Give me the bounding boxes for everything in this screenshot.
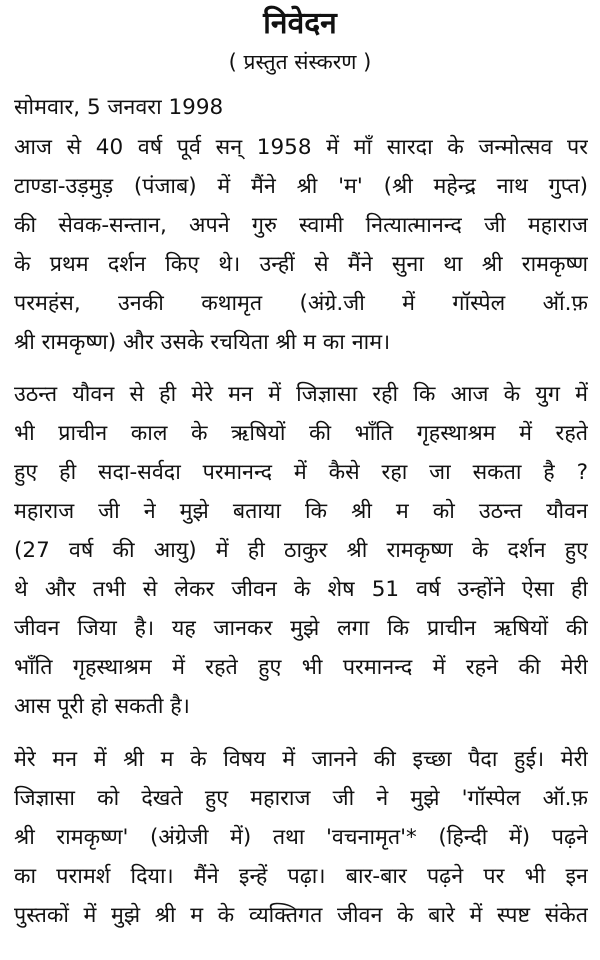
date-line: सोमवार, 5 जनवरा 1998 [14, 95, 224, 120]
document-subtitle: ( प्रस्तुत संस्करण ) [228, 50, 372, 74]
paragraph-line: टाण्डा-उड़मुड़ (पंजाब) में मैंने श्री 'म' (श्री महेन्द्र नाथ गुप्त) [14, 174, 588, 199]
paragraph-line: महाराज जी ने मुझे बताया कि श्री म को उठन्त यौवन [14, 499, 588, 524]
paragraph-line: हुए ही सदा-सर्वदा परमानन्द में कैसे रहा जा सकता है ? [14, 460, 588, 485]
paragraph-line: का परामर्श दिया। मैंने इन्हें पढ़ा। बार-बार पढ़ने पर भी इन [14, 864, 588, 889]
paragraph-line: भाँति गृहस्थाश्रम में रहते हुए भी परमानन्द में रहने की मेरी [14, 655, 588, 680]
document-title: निवेदन [263, 6, 337, 41]
paragraph-line: पुस्तकों में मुझे श्री म के व्यक्तिगत जीवन के बारे में स्पष्ट संकेत [14, 903, 588, 928]
paragraph-line: के प्रथम दर्शन किए थे। उन्हीं से मैंने सुना था श्री रामकृष्ण [14, 252, 588, 277]
paragraph-line: भी प्राचीन काल के ऋषियों की भाँति गृहस्थाश्रम में रहते [14, 421, 588, 446]
paragraph-line: जिज्ञासा को देखते हुए महाराज जी ने मुझे 'गॉस्पेल ऑ.फ़ [14, 786, 588, 811]
paragraph-line: परमहंस, उनकी कथामृत (अंग्रे.जी में गॉस्पेल ऑ.फ़ [14, 291, 588, 316]
paragraph-line: उठन्त यौवन से ही मेरे मन में जिज्ञासा रही कि आज के युग में [14, 382, 588, 407]
paragraph-line: (27 वर्ष की आयु) में ही ठाकुर श्री रामकृष्ण के दर्शन हुए [14, 538, 588, 563]
paragraph-line: श्री रामकृष्ण) और उसके रचयिता श्री म का नाम। [14, 330, 391, 355]
paragraph-line: जीवन जिया है। यह जानकर मुझे लगा कि प्राचीन ऋषियों की [14, 616, 588, 641]
paragraph-line: की सेवक-सन्तान, अपने गुरु स्वामी नित्यात्मानन्द जी महाराज [14, 213, 588, 238]
paragraph-line: आज से 40 वर्ष पूर्व सन् 1958 में माँ सारदा के जन्मोत्सव पर [14, 135, 588, 160]
paragraph-line: श्री रामकृष्ण' (अंग्रेजी में) तथा 'वचनामृत'* (हिन्दी में) पढ़ने [14, 825, 588, 850]
paragraph-line: आस पूरी हो सकती है। [14, 694, 190, 719]
paragraph-line: मेरे मन में श्री म के विषय में जानने की इच्छा पैदा हुई। मेरी [14, 747, 588, 772]
paragraph-line: थे और तभी से लेकर जीवन के शेष 51 वर्ष उन्होंने ऐसा ही [14, 577, 588, 602]
